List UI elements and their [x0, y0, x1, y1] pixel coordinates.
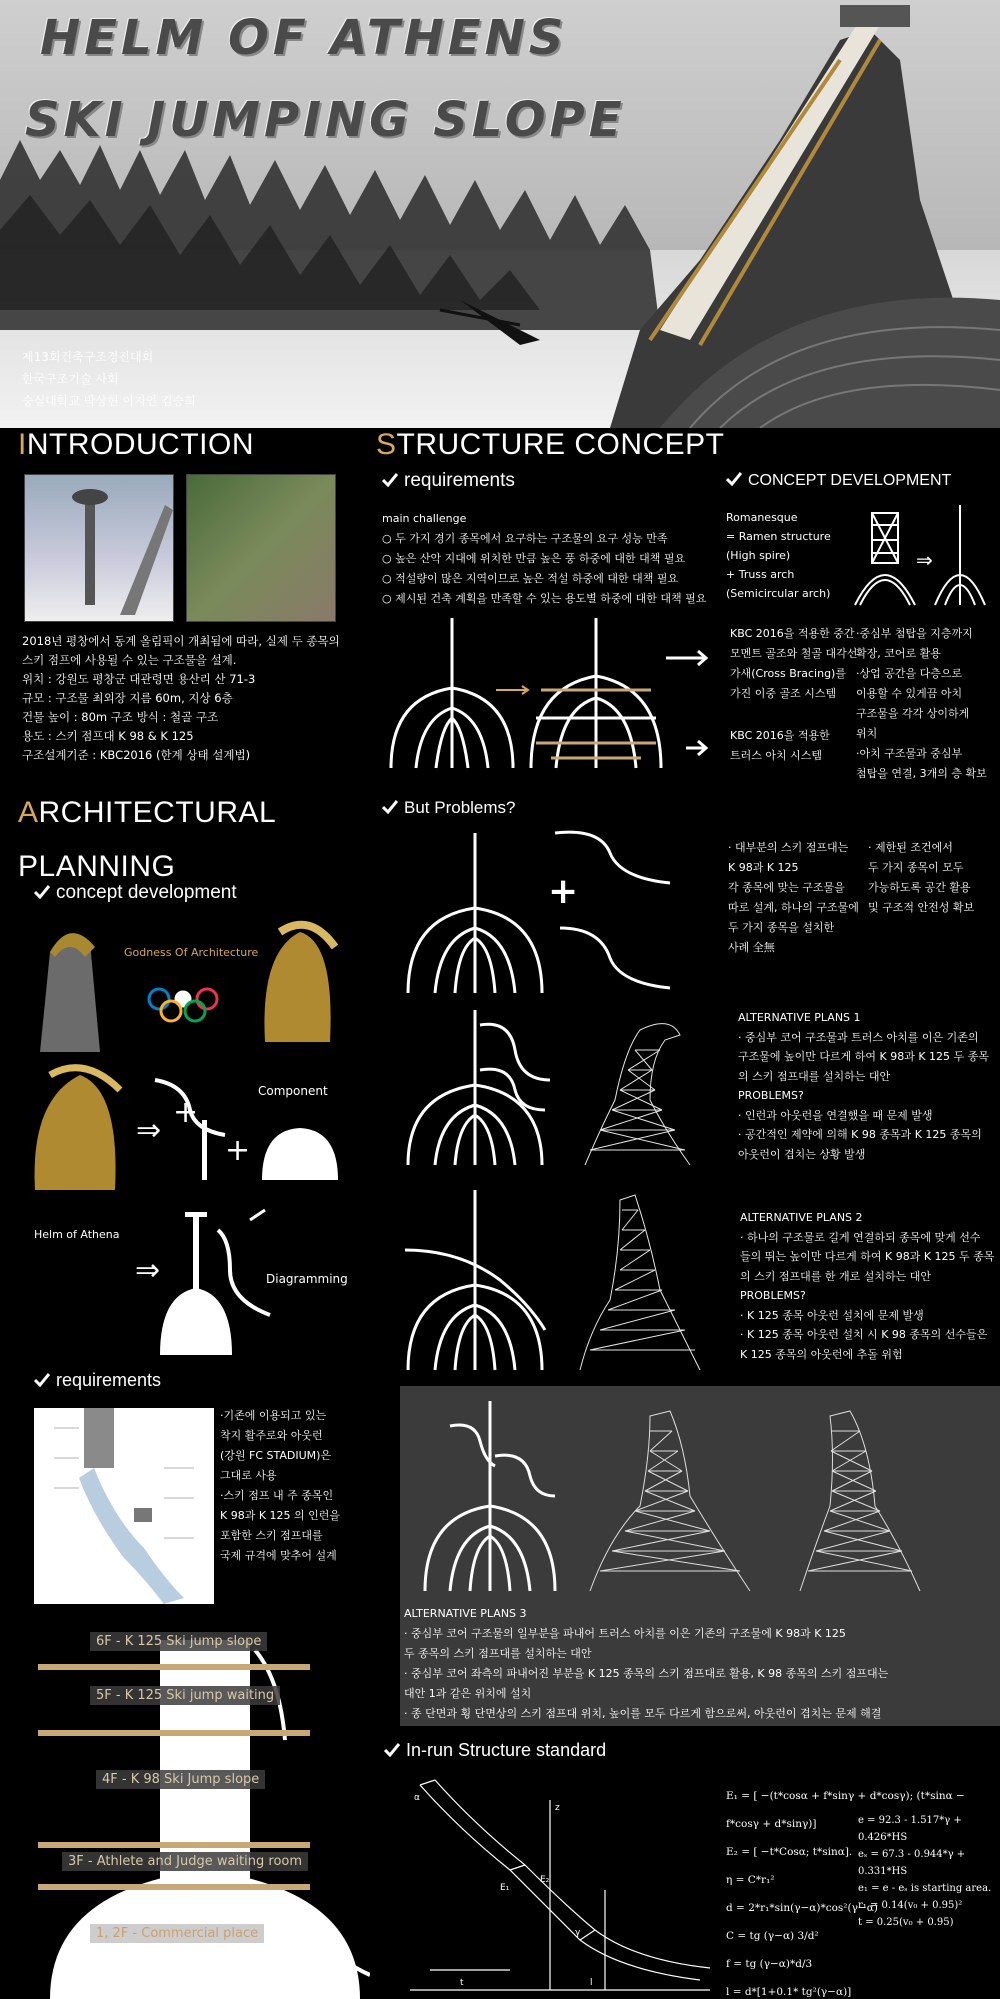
alt-line: · 인런과 아웃런을 연결했을 때 문제 발생 — [738, 1108, 933, 1122]
alt3-diagram — [420, 1396, 990, 1596]
alt-line: 대안 1과 같은 위치에 설치 — [404, 1687, 532, 1700]
problem-line: 사례 全無 — [728, 941, 775, 954]
svg-text:γ: γ — [575, 1928, 581, 1938]
system1-line: 가새(Cross Bracing)를 — [730, 667, 846, 680]
olympic-rings-icon — [145, 985, 225, 1025]
arch-requirements-heading — [34, 1370, 161, 1391]
svg-text:+: + — [548, 871, 579, 912]
formula-line: f = tg (γ−α)*d/3 — [726, 1958, 813, 1970]
problem-left-text — [728, 838, 859, 958]
intro-line: 스키 점프에 사용될 수 있는 구조물을 설계. — [22, 653, 237, 667]
alt-line: 들의 뛰는 높이만 다르게 하여 K 98과 K 125 두 종목 — [740, 1250, 995, 1263]
hero-banner — [0, 0, 1000, 428]
structure-requirements-heading — [382, 470, 515, 492]
inrun-profile-diagram — [400, 1770, 720, 1995]
system-desc-line: ·상업 공간을 다층으로 — [856, 667, 963, 680]
svg-text:E₂: E₂ — [540, 1875, 550, 1885]
formula-line: e₁ = e - eₛ is starting area. — [858, 1883, 992, 1894]
formulas-right — [858, 1812, 1000, 1931]
svg-text:t: t — [460, 1978, 464, 1988]
alt-line: 의 스키 점프대를 한 개로 설치하는 대안 — [740, 1269, 931, 1283]
system1-text — [730, 624, 857, 704]
problem-line: · 대부분의 스키 점프대는 — [728, 841, 849, 854]
req-line: 포함한 스키 점프대를 — [220, 1529, 323, 1542]
check-icon — [382, 800, 398, 814]
structure-requirements-label: requirements — [404, 470, 515, 491]
req-line: ·스키 점프 내 주 종목인 — [220, 1489, 334, 1502]
floor-line-6f — [38, 1664, 310, 1670]
inrun-heading — [384, 1740, 606, 1761]
system-desc-line: 첨탑을 연결, 3개의 층 확보 — [856, 767, 987, 780]
alt-line: ALTERNATIVE PLANS 1 — [738, 1011, 861, 1024]
floor-line-3f — [38, 1884, 310, 1890]
system-desc-line: 확장, 코어로 활용 — [856, 647, 941, 660]
alt-line: · 중심부 코어 구조물과 트러스 아치를 이은 기존의 — [738, 1030, 979, 1044]
arch-concept-dev-label: concept development — [56, 882, 237, 903]
system-desc-line: 구조물을 각각 상이하게 — [856, 707, 970, 720]
system-desc-line: ·아치 구조물과 중심부 — [856, 747, 963, 760]
formula-line: eₛ = 67.3 - 0.944*γ + 0.331*HS — [858, 1849, 966, 1877]
intro-title — [18, 428, 254, 462]
formula-line: C = tg (γ−α) 3/d² — [726, 1930, 819, 1942]
svg-text:l: l — [590, 1978, 593, 1988]
problem-line: K 98과 K 125 — [728, 861, 799, 874]
req-line: 국제 규격에 맞추어 설계 — [220, 1549, 337, 1562]
romanesque-line: (Semicircular arch) — [726, 587, 831, 600]
intro-line: 규모 : 구조물 최외장 지름 60m, 지상 6층 — [22, 691, 233, 705]
romanesque-line: (High spire) — [726, 549, 791, 562]
intro-line: 구조설계기준 : KBC2016 (한계 상태 설계법) — [22, 748, 251, 762]
floor-label-1-2f: 1, 2F - Commercial place — [90, 1924, 264, 1943]
hero-info — [22, 346, 196, 412]
intro-text — [22, 632, 340, 765]
romanesque-line: = Ramen structure — [726, 530, 831, 543]
floor-label-5f: 5F - K 125 Ski jump waiting — [90, 1686, 280, 1705]
challenge-line: ○ 높은 산악 지대에 위치한 만큼 높은 풍 하중에 대한 대책 필요 — [382, 552, 686, 565]
concept-dev-label: CONCEPT DEVELOPMENT — [748, 472, 952, 489]
problem-line: 각 종목에 맞는 구조물을 — [728, 881, 845, 894]
alt2-diagram — [400, 1190, 710, 1375]
check-icon — [34, 1373, 50, 1387]
hero-info-line: 숭실대학교 박상현 이지언 김승희 — [22, 394, 196, 408]
system2-line: 트러스 아치 시스템 — [730, 749, 823, 762]
alt-line: 구조물에 높이만 다르게 하여 K 98과 K 125 두 종목 — [738, 1050, 989, 1063]
romanesque-line: Romanesque — [726, 511, 798, 524]
hero-info-line: 제13회건축구조경진대회 — [22, 350, 154, 364]
challenge-line: ○ 적설량이 많은 지역이므로 높은 적설 하중에 대한 대책 필요 — [382, 572, 679, 585]
but-problems-heading — [382, 798, 516, 818]
structure-title-rest: TRUCTURE CONCEPT — [396, 428, 725, 461]
alt-line: 의 스키 점프대를 설치하는 대안 — [738, 1069, 891, 1083]
helm-component-diagram — [30, 1060, 350, 1190]
check-icon — [382, 473, 398, 487]
arch-title — [18, 786, 276, 894]
intro-line: 건물 높이 : 80m 구조 방식 : 철골 구조 — [22, 710, 219, 724]
floor-label-6f: 6F - K 125 Ski jump slope — [90, 1632, 267, 1651]
hero-info-line: 한국구조기술 사회 — [22, 372, 119, 386]
system2-text — [730, 726, 830, 766]
alt-line: 두 종목의 스키 점프대를 설치하는 대안 — [404, 1647, 592, 1660]
intro-photo-aerial — [186, 474, 336, 622]
system-desc-line: 위치 — [856, 727, 878, 740]
alt-line: · K 125 종목 아웃런 설치에 문제 발생 — [740, 1308, 924, 1322]
alt-line: · 중심부 코어 좌측의 파내어진 부분을 K 125 종목의 스키 점프대로 활용, K 98 종목의 스키 점프대는 — [404, 1667, 889, 1680]
intro-title-cap: I — [18, 428, 27, 461]
problem-line: 가능하도록 공간 활용 — [868, 881, 971, 894]
system-desc-text — [856, 624, 987, 784]
svg-text:+: + — [173, 1095, 199, 1130]
arch-requirements-text — [220, 1406, 340, 1566]
formula-line: d = 2*r₁*sin(γ−α)*cos²(γ−α) — [726, 1902, 878, 1914]
svg-text:⇒: ⇒ — [135, 1253, 161, 1288]
problem-line: 두 가지 종목이 모두 — [868, 861, 964, 874]
problem-diagram — [400, 828, 700, 998]
alt-line: ALTERNATIVE PLANS 2 — [740, 1211, 863, 1224]
site-plan-image — [34, 1408, 214, 1604]
challenge-line: ○ 제시된 건축 계획을 만족할 수 있는 용도별 하중에 대한 대책 필요 — [382, 592, 707, 605]
hero-title-line1: HELM OF ATHENS — [40, 10, 568, 66]
intro-line: 2018년 평창에서 동계 올림픽이 개최됨에 따라, 실제 두 종목의 — [22, 634, 340, 648]
alt1-text — [738, 1008, 989, 1164]
problem-line: 따로 설계, 하나의 구조물에 — [728, 901, 859, 914]
system-desc-line: ·중심부 첨탑을 지층까지 — [856, 627, 973, 640]
system1-line: 가진 이중 골조 시스템 — [730, 687, 837, 700]
challenge-line: ○ 두 가지 경기 종목에서 요구하는 구조물의 요구 성능 만족 — [382, 532, 668, 545]
req-line: ·기존에 이용되고 있는 — [220, 1409, 327, 1422]
alt-line: · 중심부 코어 구조물의 일부분을 파내어 트러스 아치를 이은 기존의 구조물에 K 98과 K 125 — [404, 1627, 846, 1640]
req-line: 착지 활주로와 아웃런 — [220, 1429, 323, 1442]
main-challenge-text — [382, 509, 706, 609]
alt-line: 아웃런이 겹치는 상황 발생 — [738, 1147, 866, 1161]
alt-line: PROBLEMS? — [740, 1289, 806, 1302]
intro-title-rest: NTRODUCTION — [26, 428, 254, 461]
svg-text:+: + — [225, 1133, 251, 1168]
alt3-text — [404, 1604, 888, 1724]
but-problems-label: But Problems? — [404, 798, 516, 817]
problem-right-text — [868, 838, 974, 918]
formula-line: t = 0.25(v₀ + 0.95) — [858, 1917, 954, 1928]
floor-line-5f — [38, 1730, 310, 1736]
alt-line: · 하나의 구조물로 길게 연결하되 종목에 맞게 선수 — [740, 1230, 981, 1244]
concept-dev-heading — [726, 472, 951, 490]
svg-text:z: z — [555, 1803, 560, 1813]
floor-line-4f — [38, 1842, 310, 1848]
structure-title-cap: S — [376, 428, 397, 461]
alt-line: · 공간적인 제약에 의해 K 98 종목과 K 125 종목의 — [738, 1128, 982, 1141]
inrun-label: In-run Structure standard — [406, 1740, 607, 1760]
arch-requirements-label: requirements — [56, 1370, 162, 1390]
alt-line: · 종 단면과 횡 단면상의 스키 점프대 위치, 높이를 모두 다르게 함으로써, 아웃런이 겹치는 문제 해결 — [404, 1707, 882, 1720]
helm-label: Helm of Athena — [34, 1228, 120, 1241]
svg-text:⇒: ⇒ — [136, 1113, 162, 1148]
romanesque-diagram — [850, 505, 998, 615]
floor-label-4f: 4F - K 98 Ski Jump slope — [96, 1770, 265, 1789]
main-challenge-label: main challenge — [382, 512, 467, 525]
arch-title-rest: RCHITECTURAL — [38, 796, 277, 829]
alt-line: K 125 종목의 아웃런에 추돌 위험 — [740, 1347, 903, 1361]
alt2-text — [740, 1208, 994, 1364]
svg-text:⇒: ⇒ — [916, 548, 933, 572]
req-line: (강원 FC STADIUM)은 — [220, 1449, 332, 1462]
intro-line: 용도 : 스키 점프대 K 98 & K 125 — [22, 729, 194, 743]
hero-title-line2: SKI JUMPING SLOPE — [25, 92, 626, 148]
formula-line: l = d*[1+0.1* tg²(γ−α)] — [726, 1986, 852, 1998]
goddess-label: Godness Of Architecture — [124, 946, 259, 959]
athena-figures-image — [30, 912, 350, 1052]
svg-text:α: α — [414, 1793, 420, 1803]
formula-line: e = 92.3 - 1.517*γ + 0.426*HS — [858, 1815, 962, 1843]
problem-line: 두 가지 종목을 설치한 — [728, 921, 835, 934]
problem-line: · 제한된 조건에서 — [868, 841, 953, 854]
romanesque-text — [726, 508, 831, 603]
alt1-diagram — [400, 1010, 710, 1170]
arch-concept-dev-heading — [34, 882, 237, 904]
floor-label-3f: 3F - Athlete and Judge waiting room — [62, 1852, 308, 1871]
req-line: 그대로 사용 — [220, 1469, 277, 1482]
arch-title-line2: PLANNING — [18, 850, 176, 883]
intro-line: 위치 : 강원도 평창군 대관령면 용산리 산 71-3 — [22, 672, 256, 686]
alt-line: ALTERNATIVE PLANS 3 — [404, 1607, 527, 1620]
formula-line: E₁ = [ −(t*cosα + f*sinγ + d*cosγ); (t*sinα − f*cosγ + d*sinγ)] — [726, 1790, 965, 1830]
svg-text:E₁: E₁ — [500, 1883, 510, 1893]
diagramming-label: Diagramming — [266, 1272, 348, 1286]
intro-photo-tower — [24, 474, 174, 622]
problem-line: 및 구조적 안전성 확보 — [868, 901, 975, 914]
check-icon — [726, 472, 742, 486]
formula-line: r₁ = 0.14(v₀ + 0.95)² — [858, 1900, 963, 1911]
romanesque-line: + Truss arch — [726, 568, 795, 581]
component-label: Component — [258, 1084, 328, 1098]
check-icon — [384, 1743, 400, 1757]
system2-line: KBC 2016을 적용한 — [730, 729, 830, 742]
system-desc-line: 이용할 수 있게끔 아치 — [856, 687, 963, 700]
check-icon — [34, 885, 50, 899]
system1-line: 모멘트 골조와 철골 대각선 — [730, 647, 858, 660]
arch-title-cap: A — [18, 796, 39, 829]
system1-line: KBC 2016을 적용한 중간 — [730, 627, 855, 640]
alt-line: PROBLEMS? — [738, 1089, 804, 1102]
alt-line: · K 125 종목 아웃런 설치 시 K 98 종목의 선수들은 — [740, 1328, 988, 1341]
structure-title — [376, 428, 725, 462]
req-line: K 98과 K 125 의 인런을 — [220, 1509, 341, 1522]
formula-line: η = C*r₁² — [726, 1874, 775, 1886]
formula-line: E₂ = [ −t*Cosα; t*sinα]. — [726, 1846, 853, 1858]
